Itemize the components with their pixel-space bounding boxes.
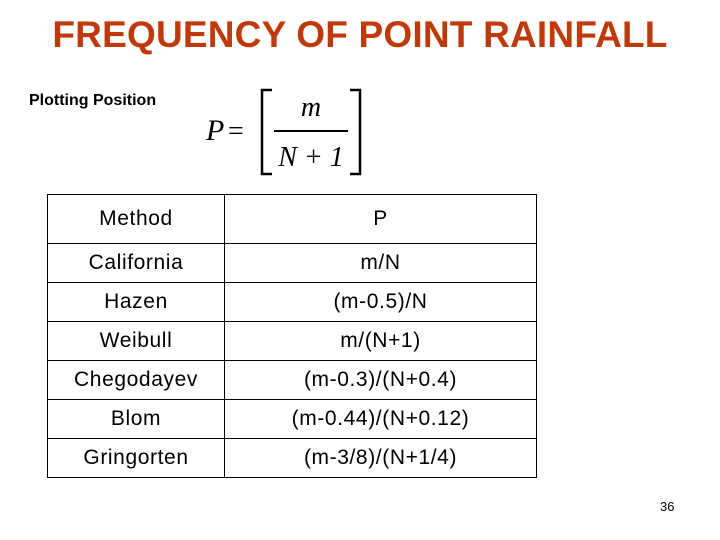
table-row (48, 283, 537, 322)
formula-cell: m/(N+1) (225, 322, 537, 361)
table-row (48, 439, 537, 478)
table-row (48, 400, 537, 439)
method-name-cell: Hazen (48, 283, 225, 322)
table-header-row (48, 195, 537, 244)
formula-denominator: N + 1 (278, 142, 344, 173)
left-bracket (262, 90, 272, 174)
slide-title: FREQUENCY OF POINT RAINFALL (52, 14, 668, 55)
formula-cell: (m-3/8)/(N+1/4) (225, 439, 537, 478)
method-name-cell: Gringorten (48, 439, 225, 478)
table-row (48, 322, 537, 361)
slide-number: 36 (660, 499, 675, 514)
table-row (48, 361, 537, 400)
formula-cell: (m-0.44)/(N+0.12) (225, 400, 537, 439)
plotting-position-label: Plotting Position (29, 92, 157, 109)
header-p: P (225, 195, 537, 244)
formula-numerator: m (300, 92, 322, 123)
plotting-methods-table (47, 194, 537, 478)
formula-cell: m/N (225, 244, 537, 283)
formula-lhs: P (206, 114, 225, 147)
method-name-cell: Weibull (48, 322, 225, 361)
method-name-cell: Blom (48, 400, 225, 439)
formula-equals: = (228, 116, 244, 147)
plotting-position-formula (200, 86, 370, 178)
formula-cell: (m-0.5)/N (225, 283, 537, 322)
formula-cell: (m-0.3)/(N+0.4) (225, 361, 537, 400)
method-name-cell: Chegodayev (48, 361, 225, 400)
header-method: Method (48, 195, 225, 244)
table-row (48, 244, 537, 283)
right-bracket (350, 90, 360, 174)
method-name-cell: California (48, 244, 225, 283)
